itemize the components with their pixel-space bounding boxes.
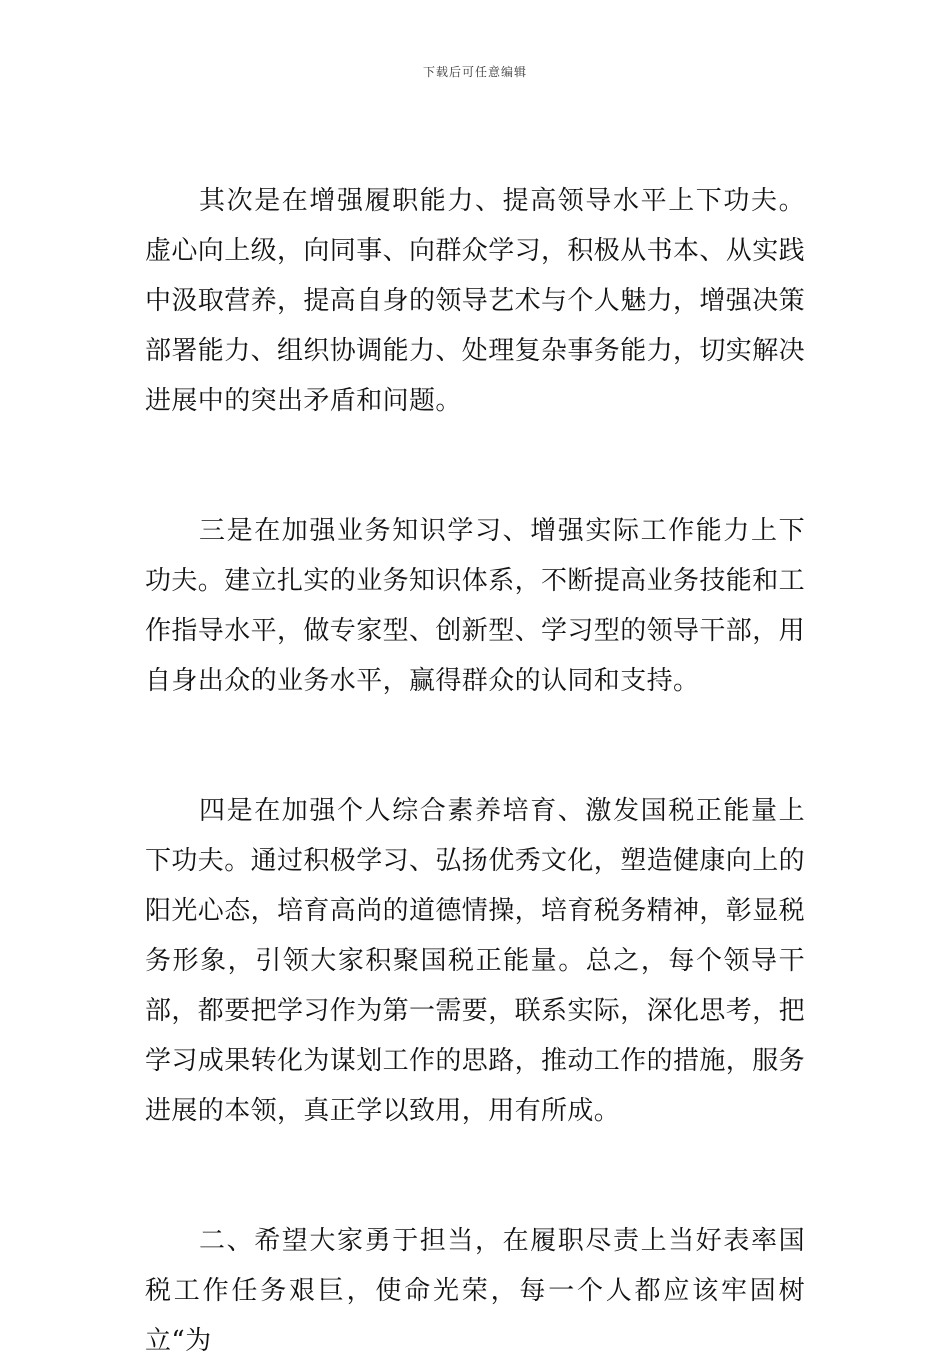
paragraph-third-point: 三是在加强业务知识学习、增强实际工作能力上下功夫。建立扎实的业务知识体系，不断提高业务技能和工作指导水平，做专家型、创新型、学习型的领导干部，用自身出众的业务水平，赢得群众的认同和支持。: [145, 516, 806, 696]
document-body: [145, 176, 805, 1366]
paragraph-fourth-point: 四是在加强个人综合素养培育、激发国税正能量上下功夫。通过积极学习、弘扬优秀文化，塑造健康向上的阳光心态，培育高尚的道德情操，培育税务精神，彰显税务形象，引领大家积聚国税正能量。总之，每个领导干部，都要把学习作为第一需要，联系实际，深化思考，把学习成果转化为谋划工作的思路，推动工作的措施，服务进展的本领，真正学以致用，用有所成。: [145, 796, 806, 1126]
paragraph-second-point: 其次是在增强履职能力、提高领导水平上下功夫。虚心向上级，向同事、向群众学习，积极从书本、从实践中汲取营养，提高自身的领导艺术与个人魅力，增强决策部署能力、组织协调能力、处理复杂事务能力，切实解决进展中的突出矛盾和问题。: [145, 186, 806, 416]
paragraph-section-two: 二、希望大家勇于担当，在履职尽责上当好表率国税工作任务艰巨，使命光荣，每一个人都应该牢固树立“为: [145, 1226, 805, 1356]
page-header: 下载后可任意编辑: [422, 65, 527, 79]
